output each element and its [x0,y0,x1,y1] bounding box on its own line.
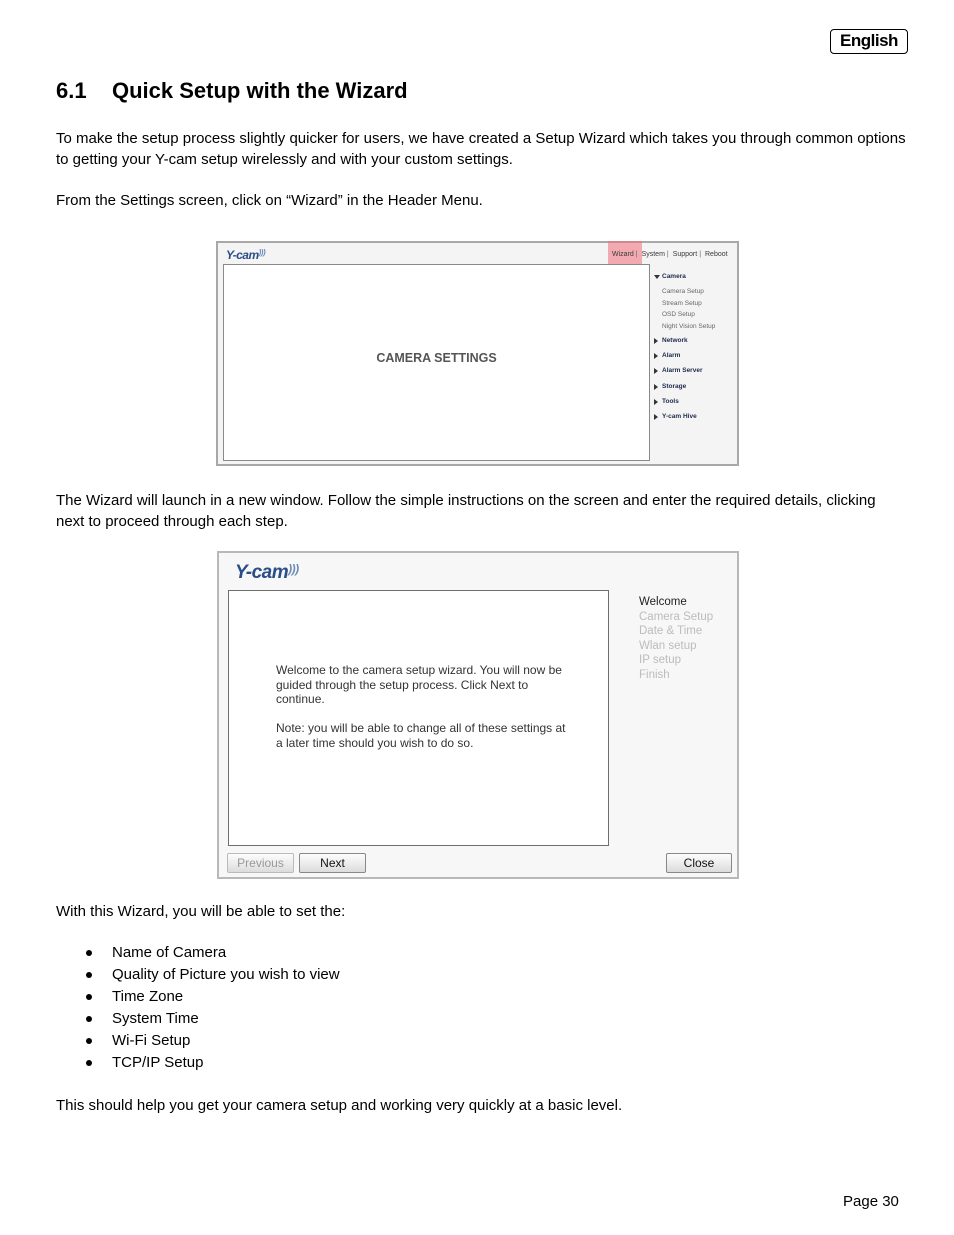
step-date-time: Date & Time [639,625,703,638]
intro-paragraph: To make the setup process slightly quicker for users, we have created a Setup Wizard which takes you through common options to getting your Y-cam setup wirelessly and with your custom settings. [56,130,906,168]
language-badge: English [830,29,908,54]
launch-paragraph: The Wizard will launch in a new window. Follow the simple instructions on the screen and enter the required details, clicking next to proceed through each step. [56,492,876,530]
step-welcome: Welcome [639,596,687,608]
list-item: TCP/IP Setup [56,1052,340,1074]
sidebar-item-alarm-server[interactable]: Alarm Server [654,366,715,381]
menu-system[interactable]: System [641,251,665,258]
step-ip-setup: IP setup [639,654,681,667]
instruction-paragraph: From the Settings screen, click on “Wizard” in the Header Menu. [56,192,483,209]
closing-paragraph: This should help you get your camera setup and working very quickly at a basic level. [56,1097,623,1114]
menu-reboot[interactable]: Reboot [705,251,728,258]
menu-support[interactable]: Support [672,251,698,258]
welcome-text: Welcome to the camera setup wizard. You will now be guided through the setup process. Click Next to continue. [276,663,562,707]
sidebar-subitem-osd-setup[interactable]: OSD Setup [662,311,695,319]
close-button[interactable]: Close [666,853,732,873]
section-heading [56,78,408,104]
wizard-message [276,663,566,765]
wizard-ycam-logo: Y-cam))) [235,562,299,583]
sidebar-subitem-camera-setup[interactable]: Camera Setup [662,288,704,296]
sidebar-subitem-stream-setup[interactable]: Stream Setup [662,299,702,307]
sidebar-item-storage[interactable]: Storage [654,382,715,397]
list-item: Quality of Picture you wish to view [56,964,340,986]
note-text: Note: you will be able to change all of these settings at a later time should you wish to do so. [276,721,566,750]
sidebar-item-camera[interactable]: Camera [654,272,715,287]
sidebar-item-network[interactable]: Network [654,336,715,351]
step-finish: Finish [639,668,670,681]
settings-screenshot [216,241,739,466]
previous-button[interactable]: Previous [227,853,294,873]
list-item: Name of Camera [56,942,340,964]
sidebar-item-alarm[interactable]: Alarm [654,351,715,366]
page-number: Page 30 [843,1193,899,1210]
list-item: Wi-Fi Setup [56,1030,340,1052]
settings-sidebar [654,272,715,428]
section-title: Quick Setup with the Wizard [112,78,408,103]
wizard-signal-icon: ))) [288,562,299,576]
wizard-steps [639,595,713,683]
wizard-screenshot [217,551,739,879]
sidebar-item-hive[interactable]: Y-cam Hive [654,412,715,427]
menu-wizard[interactable]: Wizard [612,251,634,258]
step-wlan-setup: Wlan setup [639,639,697,652]
next-button[interactable]: Next [299,853,366,873]
sidebar-subitem-night-vision[interactable]: Night Vision Setup [662,322,716,330]
list-item: Time Zone [56,986,340,1008]
list-intro-paragraph: With this Wizard, you will be able to set the: [56,903,346,920]
panel-title: CAMERA SETTINGS [376,351,497,365]
wizard-content-box [228,590,609,846]
list-item: System Time [56,1008,340,1030]
ycam-logo: Y-cam))) [226,248,266,262]
step-camera-setup: Camera Setup [639,610,714,623]
feature-list [56,942,340,1074]
header-menu: Wizard | System | Support | Reboot [612,251,728,258]
sidebar-item-tools[interactable]: Tools [654,397,715,412]
signal-icon: ))) [258,248,266,257]
section-number: 6.1 [56,78,87,103]
settings-panel [223,264,650,461]
